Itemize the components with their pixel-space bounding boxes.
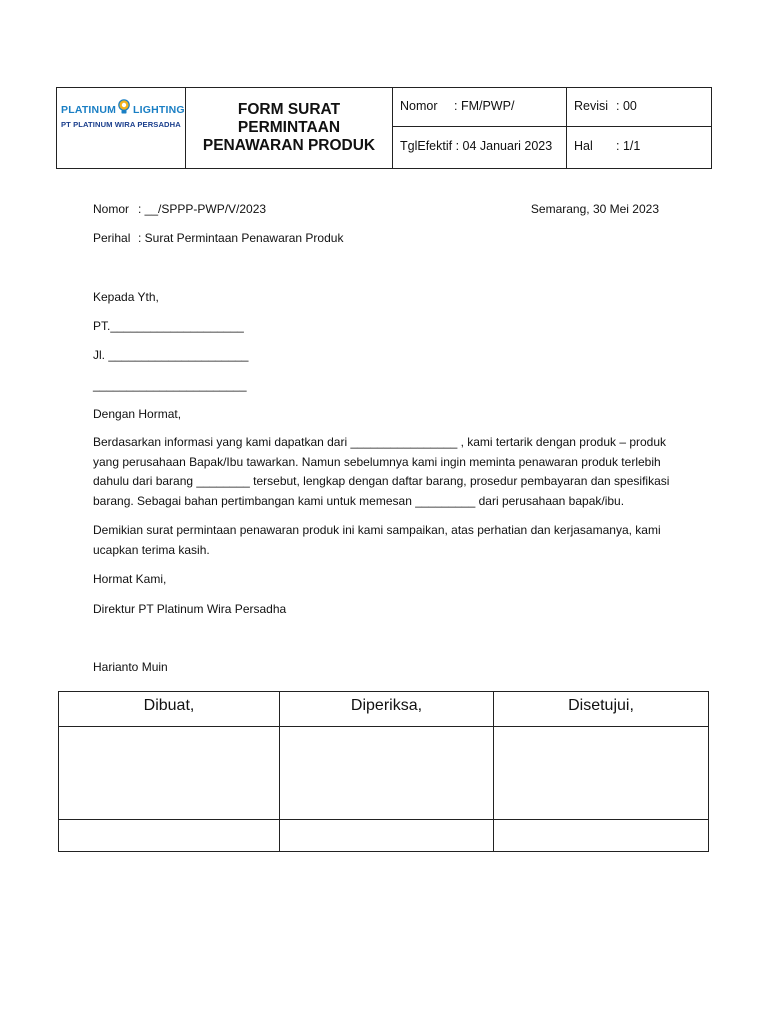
header-disetujui: Disetujui,	[568, 697, 634, 714]
revisi-label: Revisi	[574, 99, 609, 113]
recipient-company-line: PT.____________________	[93, 319, 244, 333]
logo-brand-left: PLATINUM	[61, 104, 117, 116]
hal-value: : 1/1	[616, 139, 641, 153]
perihal-label: Perihal	[93, 231, 131, 245]
company-logo	[61, 102, 185, 118]
place-date: Semarang, 30 Mei 2023	[530, 202, 659, 216]
logo-company-name: PT PLATINUM WIRA PERSADHA	[61, 120, 181, 129]
hal-cell	[567, 127, 711, 168]
logo-brand-right: LIGHTING	[133, 104, 185, 116]
lightbulb-icon	[117, 99, 131, 115]
recipient-extra-line: _______________________	[93, 378, 247, 392]
nomor-label: Nomor	[400, 99, 438, 113]
tgl-efektif-cell	[393, 127, 567, 168]
header-dibuat: Dibuat,	[143, 697, 195, 714]
form-title	[203, 101, 375, 155]
header-diperiksa: Diperiksa,	[350, 697, 423, 714]
letter-nomor-value: : __/SPPP-PWP/V/2023	[138, 202, 267, 216]
letter-nomor-label: Nomor	[93, 202, 130, 216]
revisi-cell	[567, 88, 711, 127]
name-box-diperiksa[interactable]	[280, 820, 493, 851]
form-title-cell	[186, 88, 393, 168]
form-title-line-1: FORM SURAT	[237, 101, 341, 118]
form-title-line-2: PERMINTAAN	[237, 119, 341, 136]
signer-name: Harianto Muin	[93, 660, 168, 674]
recipient-greeting: Kepada Yth,	[93, 290, 159, 304]
logo-cell	[57, 88, 186, 168]
nomor-cell	[393, 88, 567, 127]
name-box-dibuat[interactable]	[59, 820, 279, 851]
signature-box-diperiksa[interactable]	[280, 727, 493, 819]
tgl-efektif: TglEfektif : 04 Januari 2023	[400, 139, 553, 153]
nomor-value: : FM/PWP/	[454, 99, 515, 113]
salutation: Dengan Hormat,	[93, 407, 182, 421]
hal-label: Hal	[574, 139, 593, 153]
signature-box-dibuat[interactable]	[59, 727, 279, 819]
body-paragraph-2: Demikian surat permintaan penawaran produk ini kami sampaikan, atas perhatian dan kerjasamanya, kami ucapkan terima kasih.	[93, 523, 661, 557]
signature-table	[58, 691, 709, 852]
name-box-disetujui[interactable]	[494, 820, 708, 851]
signer-position: Direktur PT Platinum Wira Persadha	[93, 602, 287, 616]
form-header-table	[56, 87, 712, 169]
perihal-value: : Surat Permintaan Penawaran Produk	[138, 231, 344, 245]
form-title-line-3: PENAWARAN PRODUK	[202, 137, 376, 154]
signature-box-disetujui[interactable]	[494, 727, 708, 819]
recipient-address-line: Jl. _____________________	[93, 348, 249, 362]
body-paragraph-1: Berdasarkan informasi yang kami dapatkan dari ________________ , kami tertarik dengan produk – produk yang perusahaan Bapak/Ibu tawarkan. Namun sebelumnya kami ingin meminta penawaran produk terlebih dahulu dari barang ________ tersebut, lengkap dengan daftar barang, prosedur pembayaran dan spesifikasi barang. Sebagai bahan pertimbangan kami untuk memesan _________ dari perusahaan bapak/ibu.	[93, 435, 670, 508]
revisi-value: : 00	[616, 99, 637, 113]
closing: Hormat Kami,	[93, 572, 167, 586]
